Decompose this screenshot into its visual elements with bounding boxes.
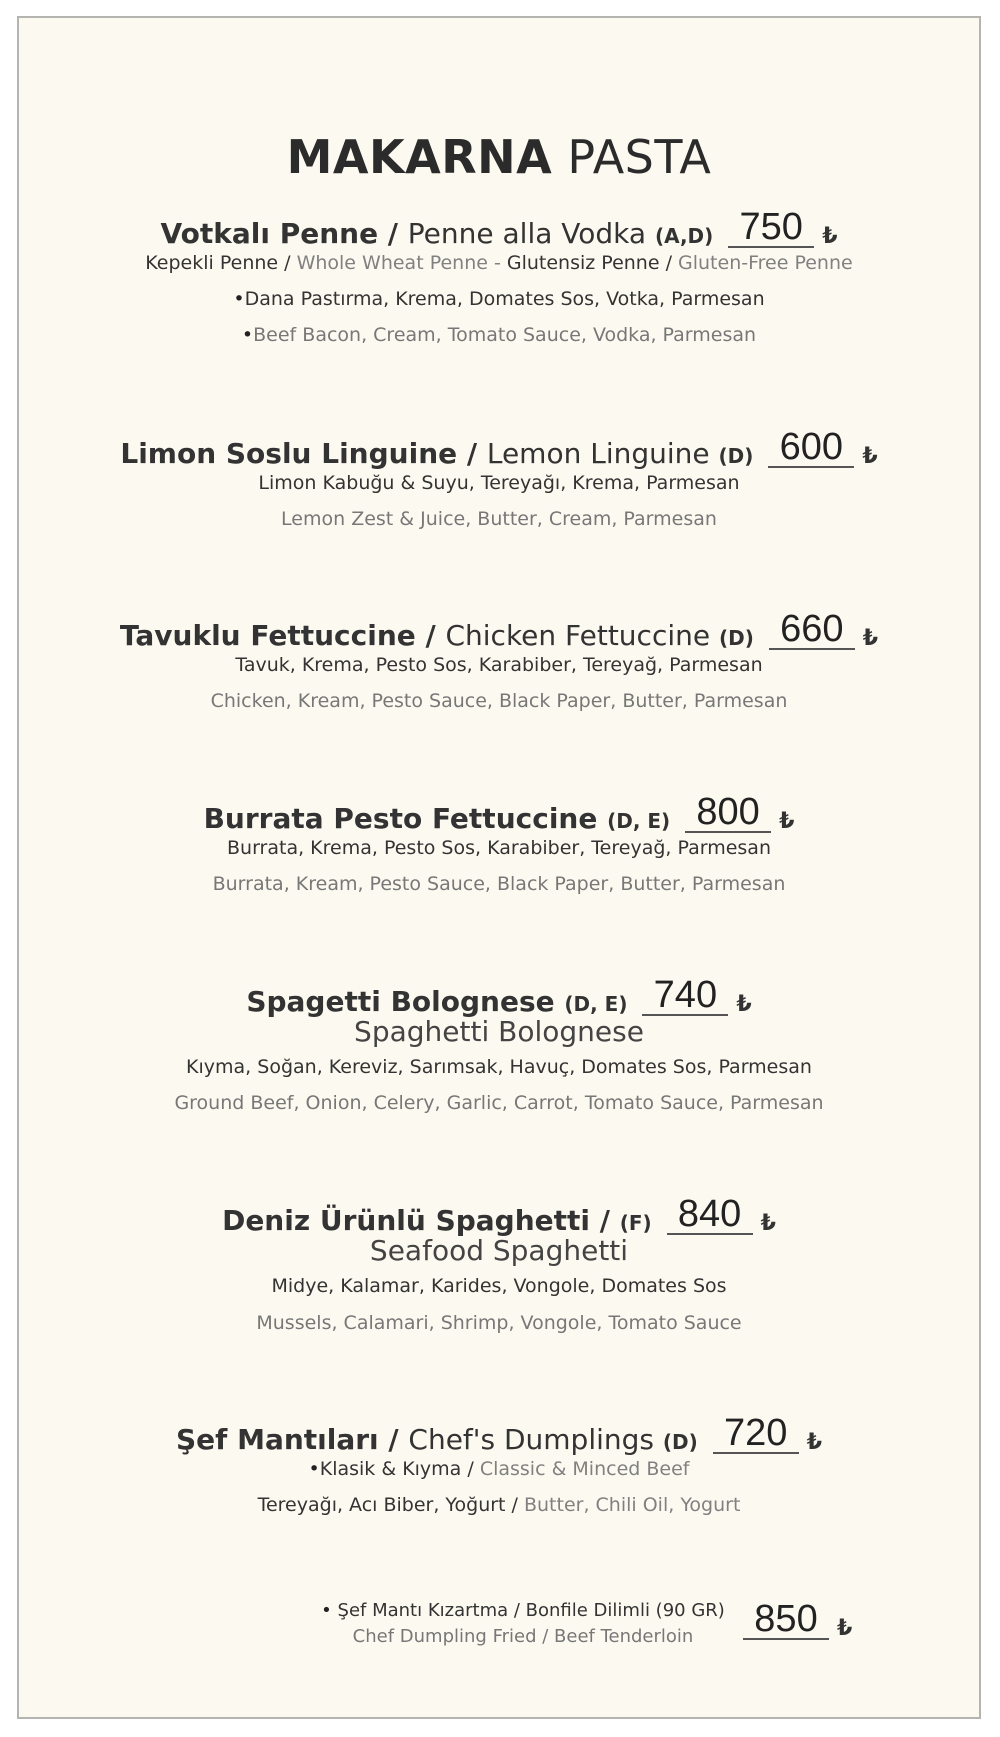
extra-item [283,1598,763,1650]
menu-item-ingredients-tr: Midye, Kalamar, Karides, Vongole, Domates Sos [271,1275,727,1297]
menu-item-name: Deniz Ürünlü Spaghetti / (F) 840 ₺ [222,1193,776,1237]
menu-item-ingredients-tr: •Dana Pastırma, Krema, Domates Sos, Votka, Parmesan [233,288,765,310]
menu-item-name: Limon Soslu Linguine / Lemon Linguine (D) 600 ₺ [120,426,878,470]
menu-item-name: Spagetti Bolognese (D, E) 740 ₺ [246,974,752,1018]
menu-item-ingredients-tr: Limon Kabuğu & Suyu, Tereyağı, Krema, Parmesan [258,472,740,494]
price: 840 [667,1195,753,1235]
currency-symbol: ₺ [779,809,795,834]
menu-item-name: Şef Mantıları / Chef's Dumplings (D) 720 ₺ [176,1412,822,1456]
extra-item-price-block [737,1600,852,1641]
price: 720 [713,1414,799,1454]
price: 850 [743,1600,829,1640]
page-title [19,130,979,184]
bullet: • [321,1600,332,1621]
allergen-codes: (D, E) [564,992,628,1016]
menu-item-ingredients-en: Lemon Zest & Juice, Butter, Cream, Parmesan [281,508,717,530]
bullet: • [233,288,245,310]
allergen-codes: (D, E) [607,809,671,833]
menu-item-name: Tavuklu Fettuccine / Chicken Fettuccine (D) 660 ₺ [119,608,879,652]
bullet: • [308,1458,320,1480]
allergen-codes: (F) [619,1211,652,1235]
extra-item-name-en: Chef Dumpling Fried / Beef Tenderloin [352,1626,694,1647]
menu-item-ingredients-en: •Beef Bacon, Cream, Tomato Sauce, Vodka, Parmesan [241,324,757,346]
menu-item-toppings: Tereyağı, Acı Biber, Yoğurt / Butter, Chili Oil, Yogurt [257,1494,741,1516]
price: 750 [728,208,814,248]
currency-symbol: ₺ [760,1211,776,1236]
price: 600 [768,428,854,468]
menu-card [17,16,981,1719]
extra-item-name-tr: • Şef Mantı Kızartma / Bonfile Dilimli (90 GR) [321,1600,725,1621]
menu-item-name-en: Seafood Spaghetti [369,1234,629,1267]
menu-item-ingredients-tr: Kıyma, Soğan, Kereviz, Sarımsak, Havuç, Domates Sos, Parmesan [186,1056,812,1078]
menu-item-variants: Kepekli Penne / Whole Wheat Penne - Glutensiz Penne / Gluten-Free Penne [145,252,853,274]
menu-item-ingredients-en: Burrata, Kream, Pesto Sauce, Black Paper, Butter, Parmesan [212,873,786,895]
currency-symbol: ₺ [822,224,838,249]
title-tr: MAKARNA [286,130,553,184]
menu-item-name-en: Spaghetti Bolognese [354,1015,644,1048]
menu-item-ingredients-en: Ground Beef, Onion, Celery, Garlic, Carrot, Tomato Sauce, Parmesan [174,1092,824,1114]
currency-symbol: ₺ [862,444,878,469]
currency-symbol: ₺ [837,1616,853,1641]
currency-symbol: ₺ [806,1430,822,1455]
menu-item-name: Burrata Pesto Fettuccine (D, E) 800 ₺ [203,791,795,835]
menu-item-name: Votkalı Penne / Penne alla Vodka (A,D) 750 ₺ [160,206,838,250]
allergen-codes: (A,D) [654,224,714,248]
allergen-codes: (D) [662,1430,698,1454]
price: 740 [642,976,728,1016]
price: 800 [685,793,771,833]
menu-item-option: •Klasik & Kıyma / Classic & Minced Beef [308,1458,690,1480]
currency-symbol: ₺ [736,992,752,1017]
menu-item-ingredients-en: Mussels, Calamari, Shrimp, Vongole, Tomato Sauce [256,1312,742,1334]
allergen-codes: (D) [719,626,754,650]
price: 660 [769,610,855,650]
bullet: • [241,324,254,346]
menu-item-ingredients-tr: Burrata, Krema, Pesto Sos, Karabiber, Tereyağ, Parmesan [227,837,771,859]
title-en: PASTA [567,130,712,184]
menu-item-ingredients-en: Chicken, Kream, Pesto Sauce, Black Paper, Butter, Parmesan [210,690,788,712]
currency-symbol: ₺ [862,626,879,651]
allergen-codes: (D) [718,444,754,468]
menu-item-ingredients-tr: Tavuk, Krema, Pesto Sos, Karabiber, Tereyağ, Parmesan [235,654,763,676]
